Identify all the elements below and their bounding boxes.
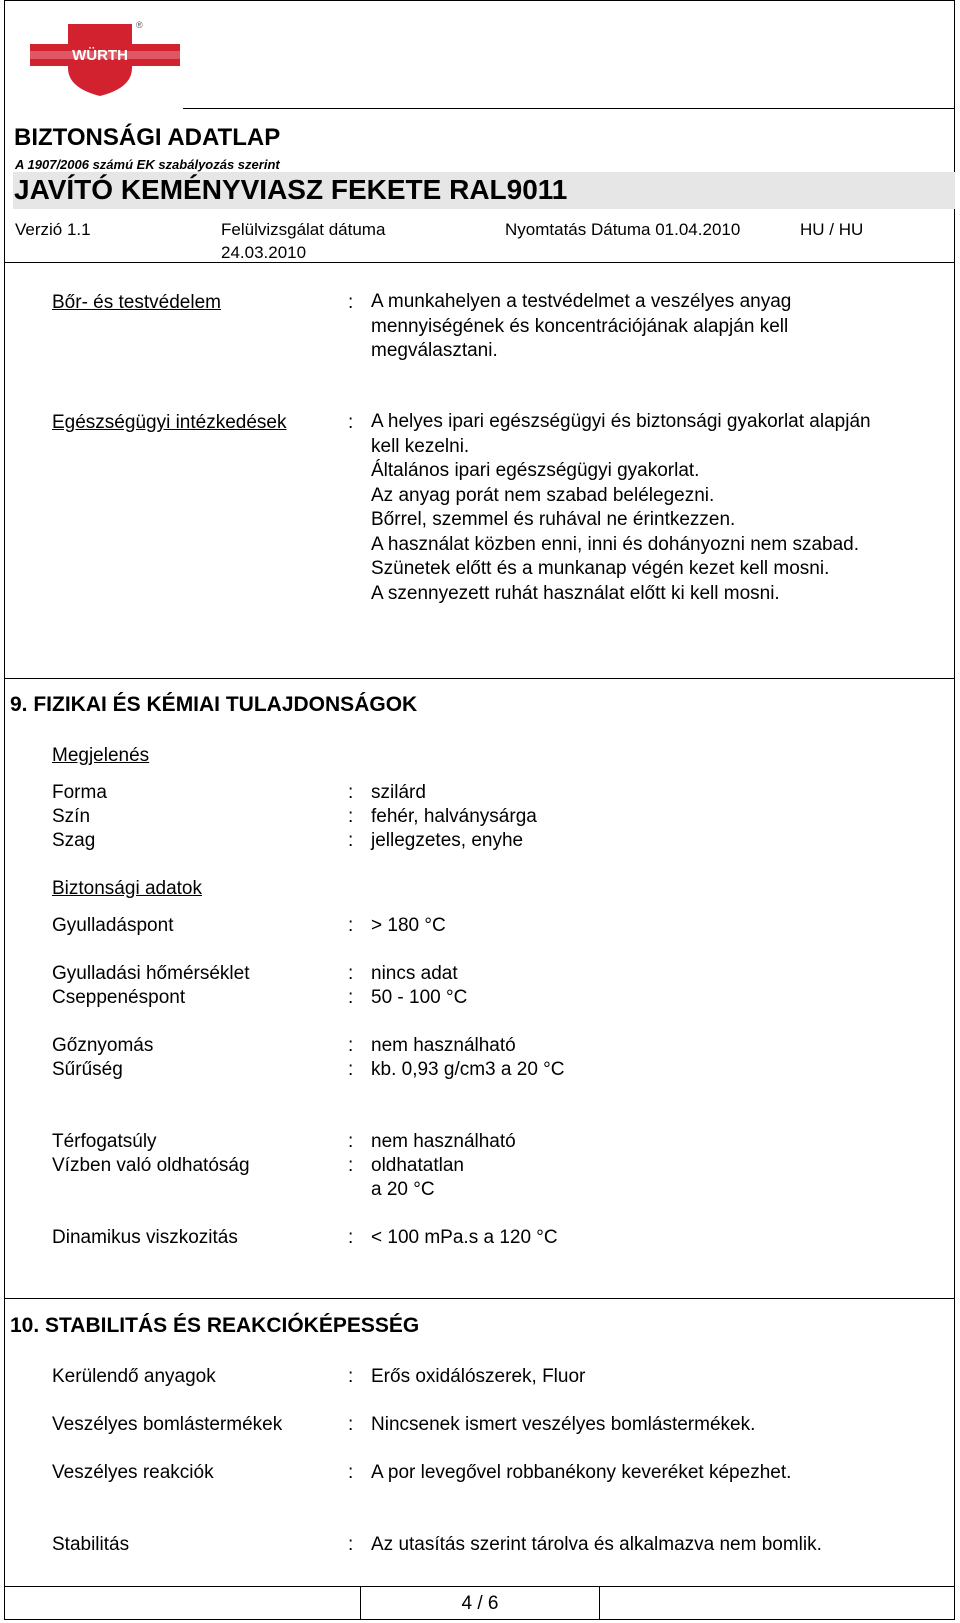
property-label: Cseppenéspont: [52, 987, 186, 1008]
property-label: Stabilitás: [52, 1534, 130, 1555]
skin-protection-line: A munkahelyen a testvédelmet a veszélyes anyag: [371, 291, 792, 312]
skin-protection-line: megválasztani.: [371, 340, 498, 361]
property-value: nem használható: [371, 1035, 516, 1056]
skin-protection-line: mennyiségének és koncentrációjának alapján kell: [371, 315, 789, 337]
language: HU / HU: [800, 220, 864, 239]
section9-title: 9. FIZIKAI ÉS KÉMIAI TULAJDONSÁGOK: [10, 693, 418, 716]
property-label: Kerülendő anyagok: [52, 1366, 216, 1387]
colon: :: [348, 806, 354, 827]
property-label: Veszélyes reakciók: [52, 1462, 214, 1483]
property-value: Erős oxidálószerek, Fluor: [371, 1366, 586, 1387]
colon: :: [348, 1131, 354, 1152]
hygiene-line: Az anyag porát nem szabad belélegezni.: [371, 484, 715, 506]
colon: :: [348, 1059, 354, 1080]
hygiene-line: A használat közben enni, inni és dohányozni nem szabad.: [371, 533, 859, 555]
property-value: nincs adat: [371, 963, 458, 984]
colon: :: [348, 1035, 354, 1056]
wurth-logo: [30, 18, 180, 96]
property-value: kb. 0,93 g/cm3 a 20 °C: [371, 1059, 565, 1080]
product-name: JAVÍTÓ KEMÉNYVIASZ FEKETE RAL9011: [14, 174, 568, 205]
hygiene-line: A szennyezett ruhát használat előtt ki kell mosni.: [371, 582, 780, 604]
property-label: Szín: [52, 806, 91, 827]
property-label: Gyulladási hőmérséklet: [52, 963, 250, 984]
skin-protection-label: Bőr- és testvédelem: [52, 292, 221, 313]
property-value: Nincsenek ismert veszélyes bomlástermékek.: [371, 1414, 756, 1435]
revision-date: 24.03.2010: [221, 243, 307, 262]
property-value: < 100 mPa.s a 120 °C: [371, 1227, 558, 1248]
colon: :: [348, 1227, 354, 1248]
hygiene-line: A helyes ipari egészségügyi és biztonsági gyakorlat alapján: [371, 411, 871, 432]
property-value: a 20 °C: [371, 1179, 435, 1200]
regulation-subtitle: A 1907/2006 számú EK szabályozás szerint: [15, 157, 280, 172]
colon: :: [348, 987, 354, 1008]
hygiene-label: Egészségügyi intézkedések: [52, 412, 287, 433]
colon: :: [348, 1534, 354, 1555]
colon: :: [348, 915, 354, 936]
hygiene-line: kell kezelni.: [371, 435, 470, 457]
colon: :: [348, 1366, 354, 1387]
safety-data-heading: Biztonsági adatok: [52, 878, 202, 899]
hygiene-line: Általános ipari egészségügyi gyakorlat.: [371, 460, 700, 481]
property-value: A por levegővel robbanékony keveréket képezhet.: [371, 1462, 792, 1483]
colon: :: [348, 1155, 354, 1176]
property-label: Gőznyomás: [52, 1035, 154, 1056]
header-rule-top: [183, 108, 955, 109]
revision-label: Felülvizsgálat dátuma: [221, 220, 386, 239]
property-value: szilárd: [371, 782, 426, 803]
colon: :: [348, 830, 354, 851]
property-label: Vízben való oldhatóság: [52, 1155, 250, 1176]
colon: :: [348, 1462, 354, 1483]
section-divider: [4, 1298, 955, 1299]
property-label: Veszélyes bomlástermékek: [52, 1414, 283, 1435]
colon: :: [348, 1414, 354, 1435]
property-label: Gyulladáspont: [52, 915, 174, 936]
property-label: Térfogatsúly: [52, 1131, 157, 1152]
property-label: Dinamikus viszkozitás: [52, 1227, 238, 1248]
property-value: oldhatatlan: [371, 1155, 464, 1176]
section10-title: 10. STABILITÁS ÉS REAKCIÓKÉPESSÉG: [10, 1314, 420, 1337]
document-title: BIZTONSÁGI ADATLAP: [14, 124, 281, 151]
property-value: Az utasítás szerint tárolva és alkalmazva nem bomlik.: [371, 1534, 822, 1555]
page-number: 4 / 6: [461, 1593, 499, 1614]
section-divider: [4, 678, 955, 679]
logo-text: WÜRTH: [72, 47, 128, 64]
property-value: nem használható: [371, 1131, 516, 1152]
property-value: jellegzetes, enyhe: [371, 830, 524, 851]
logo-registered: ®: [136, 20, 143, 30]
colon: :: [348, 412, 354, 433]
hygiene-line: Bőrrel, szemmel és ruhával ne érintkezzen.: [371, 509, 736, 530]
print-date: Nyomtatás Dátuma 01.04.2010: [505, 220, 741, 239]
property-value: fehér, halványsárga: [371, 806, 537, 827]
colon: :: [348, 782, 354, 803]
property-label: Sűrűség: [52, 1059, 123, 1080]
version: Verzió 1.1: [15, 220, 91, 239]
header-rule-bottom: [4, 262, 955, 263]
appearance-heading: Megjelenés: [52, 745, 150, 766]
colon: :: [348, 292, 354, 313]
property-label: Szag: [52, 830, 96, 851]
property-value: 50 - 100 °C: [371, 987, 468, 1008]
hygiene-line: Szünetek előtt és a munkanap végén kezet kell mosni.: [371, 558, 830, 579]
colon: :: [348, 963, 354, 984]
property-label: Forma: [52, 782, 107, 803]
property-value: > 180 °C: [371, 915, 446, 936]
